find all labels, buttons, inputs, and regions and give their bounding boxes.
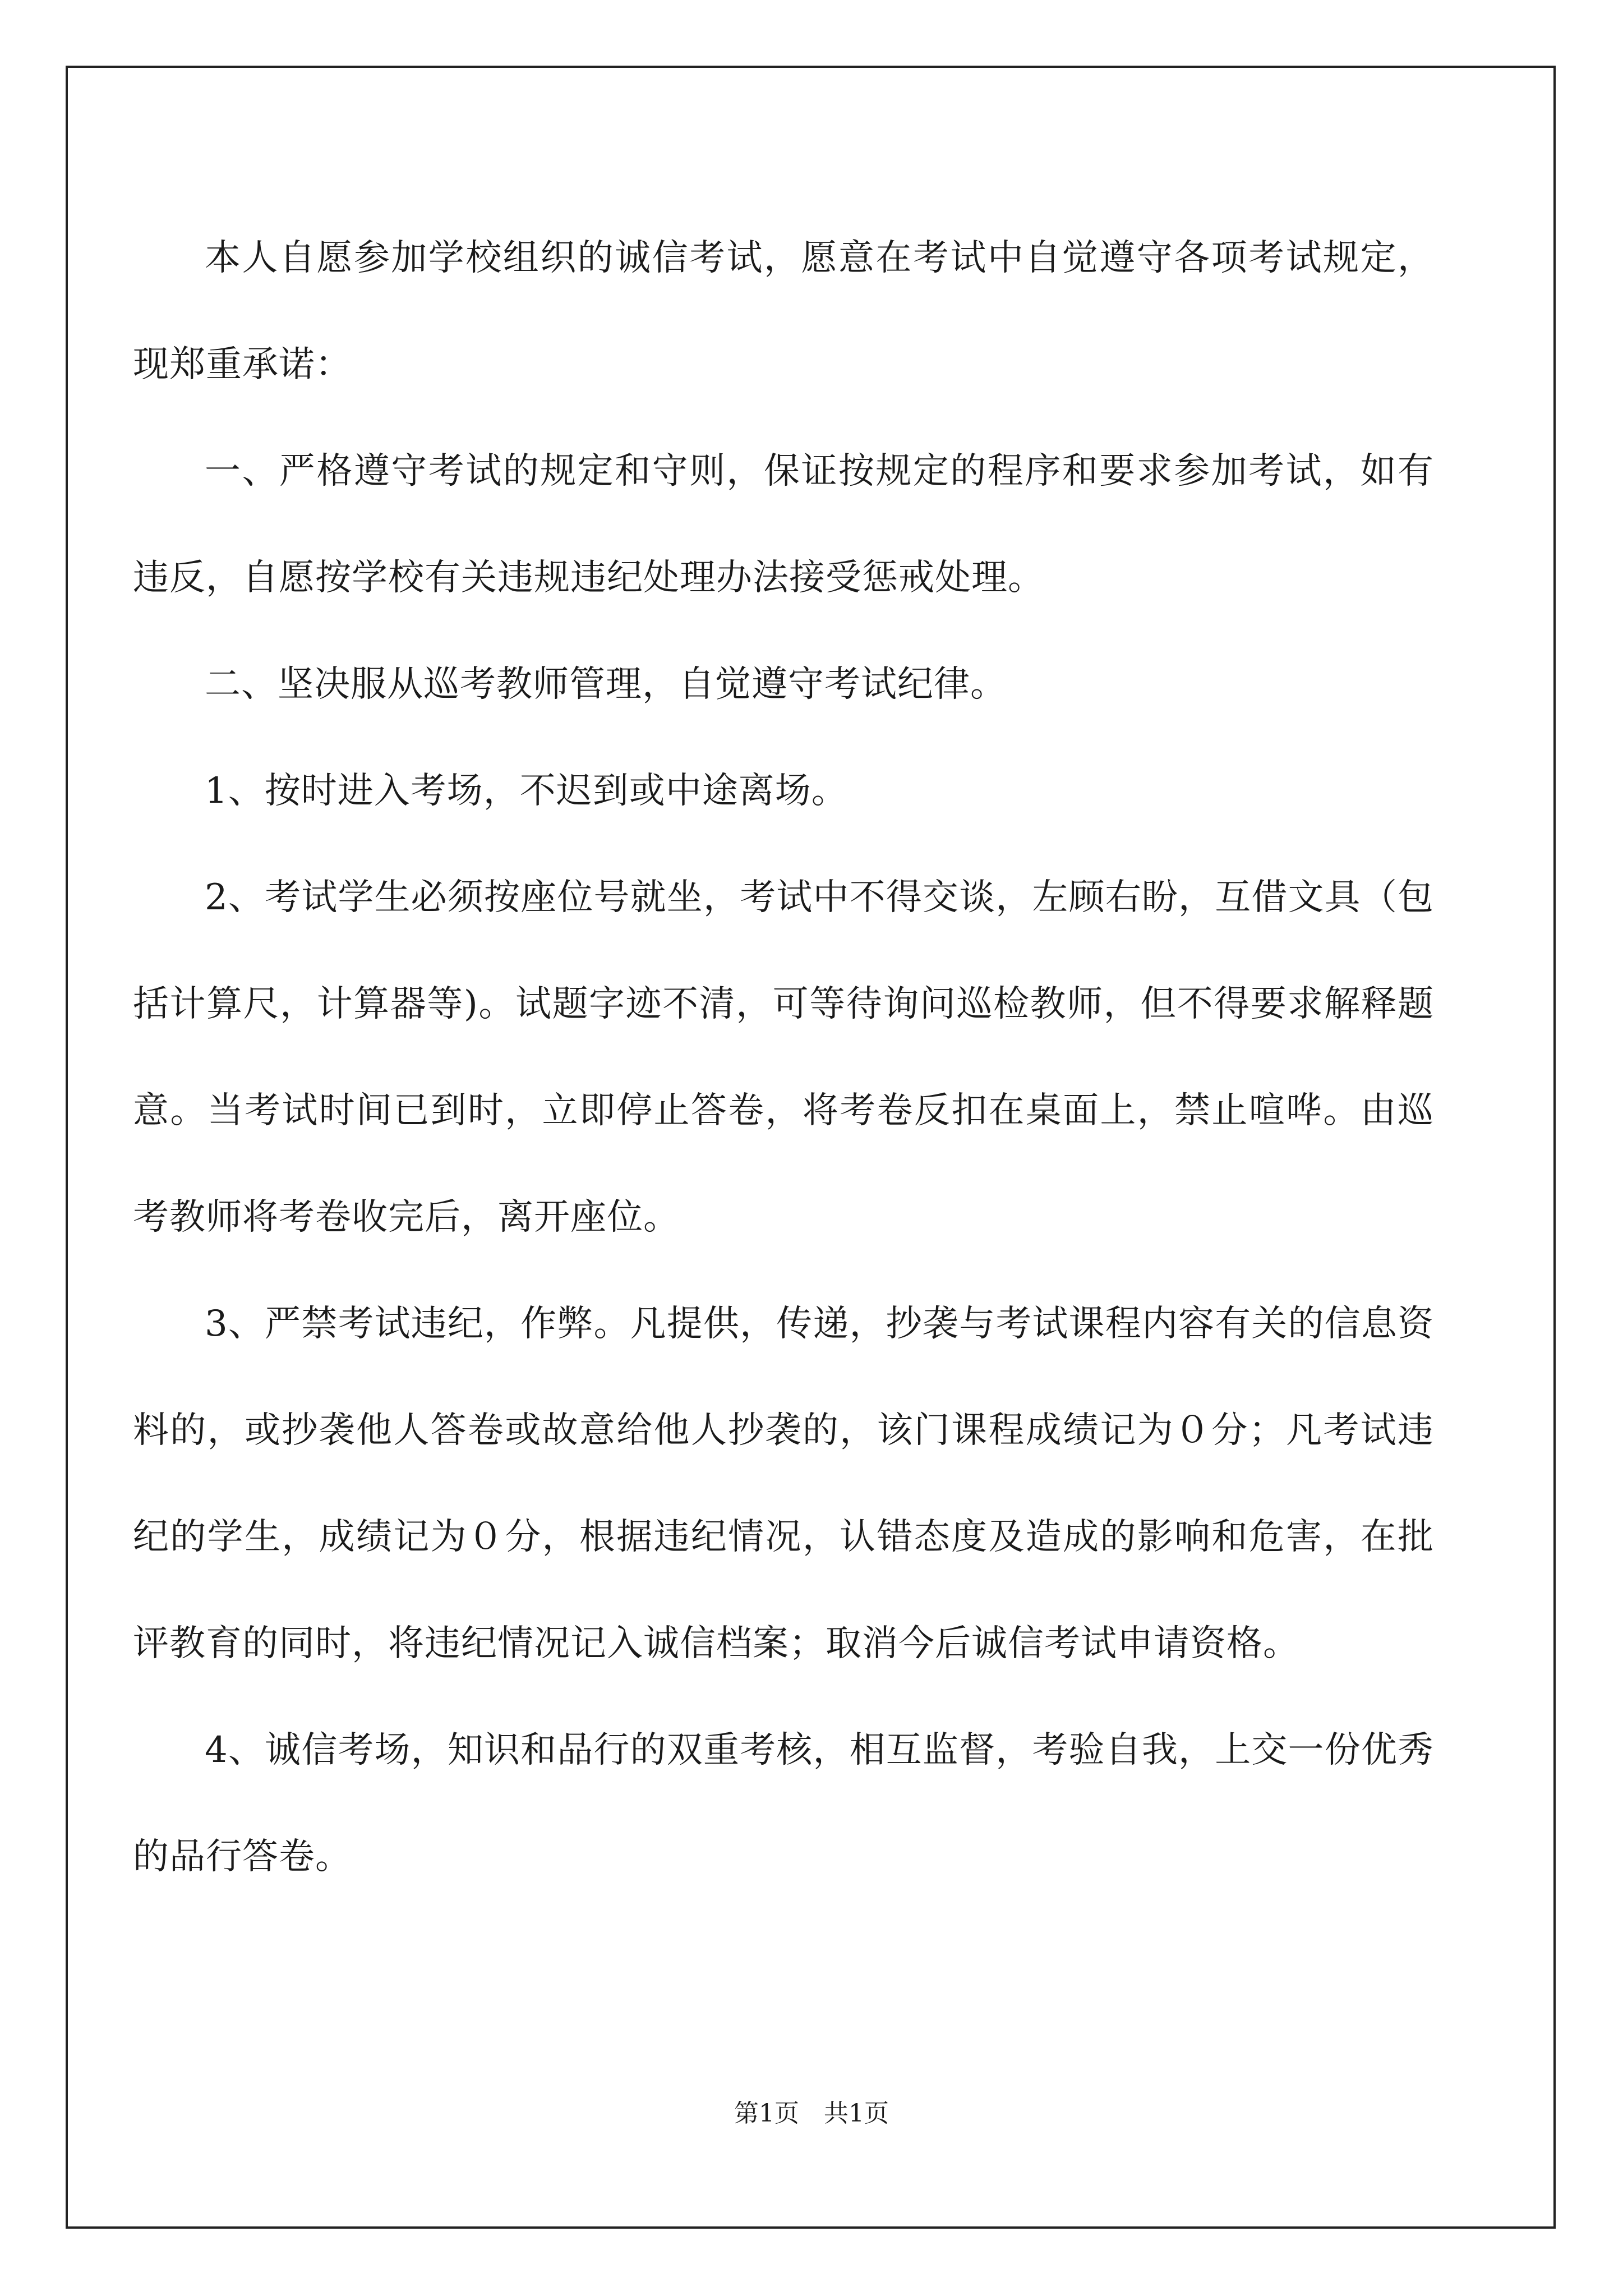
- paragraph-rule-1: 一、严格遵守考试的规定和守则，保证按规定的程序和要求参加考试，如有违反，自愿按学校有关违规违纪处理办法接受惩戒处理。: [133, 450, 1434, 599]
- paragraph-item-3: 3、严禁考试违纪，作弊。凡提供，传递，抄袭与考试课程内容有关的信息资料的，或抄袭他人答卷或故意给他人抄袭的，该门课程成绩记为０分；凡考试违纪的学生，成绩记为０分，根据违纪情况，认错态度及造成的影响和危害，在批评教育的同时，将违纪情况记入诚信档案；取消今后诚信考试申请资格。: [133, 1303, 1434, 1664]
- page-number-footer: 第1页 共1页: [734, 2099, 889, 2128]
- document-body: [133, 205, 1434, 1910]
- paragraph-item-4: 4、诚信考场，知识和品行的双重考核，相互监督，考验自我，上交一份优秀的品行答卷。: [133, 1729, 1434, 1878]
- paragraph-item-1: 1、按时进入考场，不迟到或中途离场。: [205, 770, 848, 812]
- paragraph-item-2: 2、考试学生必须按座位号就坐，考试中不得交谈，左顾右盼，互借文具（包括计算尺，计算器等)。试题字迹不清，可等待询问巡检教师，但不得要求解释题意。当考试时间已到时，立即停止答卷，将考卷反扣在桌面上，禁止喧哗。由巡考教师将考卷收完后，离开座位。: [133, 877, 1434, 1238]
- paragraph-intro: 本人自愿参加学校组织的诚信考试，愿意在考试中自觉遵守各项考试规定，现郑重承诺：: [133, 237, 1434, 385]
- paragraph-rule-2: 二、坚决服从巡考教师管理，自觉遵守考试纪律。: [205, 664, 1007, 705]
